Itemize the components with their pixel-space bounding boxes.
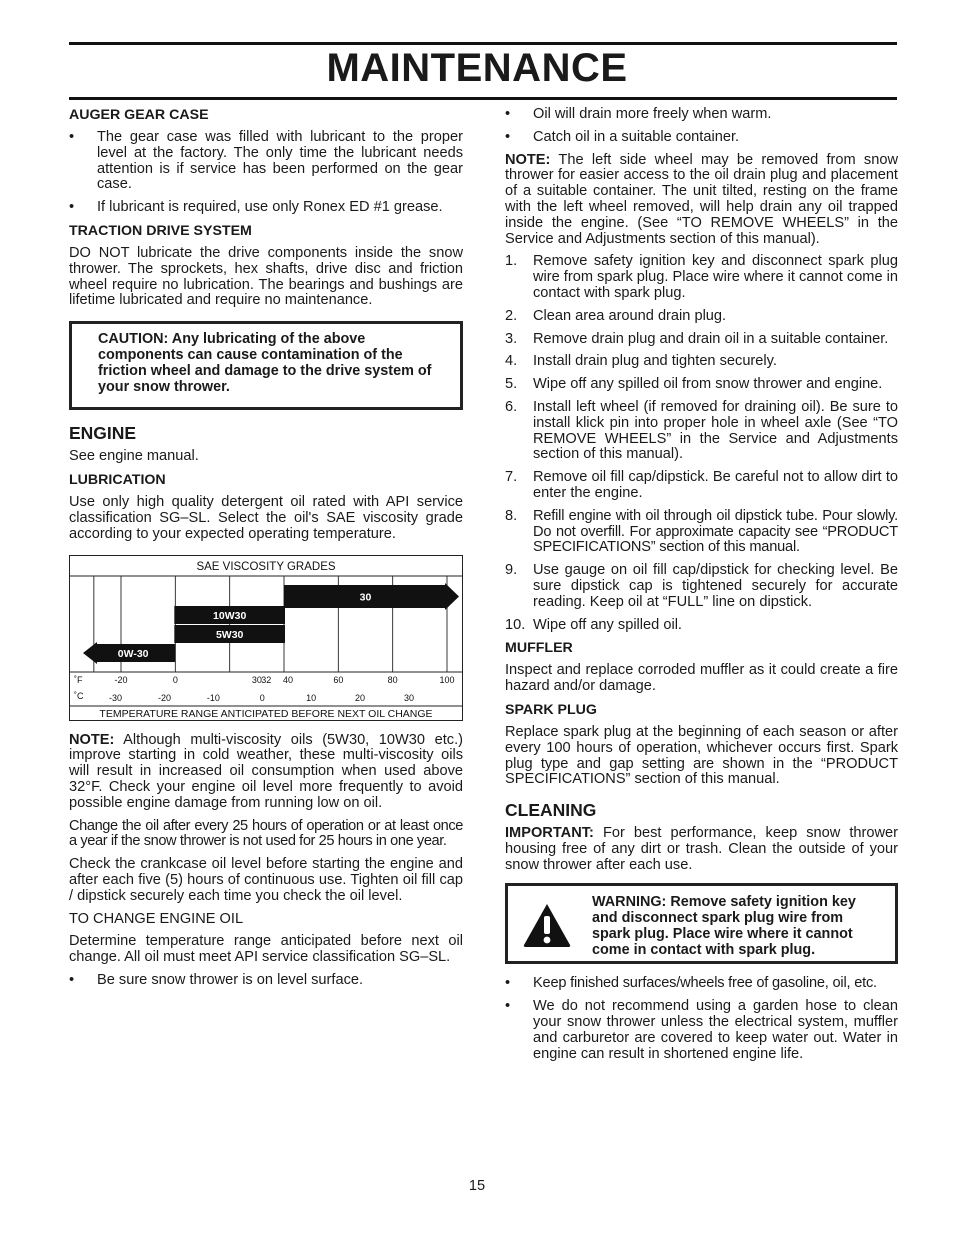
viscosity-chart: [69, 555, 463, 721]
step-item: 1. Remove safety ignition key and disconnect spark plug wire from spark plug. Place wire where it cannot come in contact with spark plug.: [505, 253, 898, 301]
list-item: • Be sure snow thrower is on level surface.: [69, 971, 364, 988]
auger-heading: AUGER GEAR CASE: [69, 107, 209, 123]
oil-tips: [505, 107, 898, 146]
bar-label-5W30: 5W30: [215, 628, 244, 641]
note-paragraph: [69, 733, 463, 812]
chart-xlabel: TEMPERATURE RANGE ANTICIPATED BEFORE NEXT OIL CHANGE: [99, 707, 433, 720]
warning-text: WARNING: Remove safety ignition key and disconnect spark plug wire from spark plug. Place wire where it cannot come in contact with spark plug.: [592, 894, 856, 958]
oil-change-steps: [505, 254, 898, 633]
note-label: NOTE:: [505, 151, 551, 168]
left-column: [69, 107, 463, 996]
important-paragraph: [505, 826, 898, 873]
caution-box: [69, 321, 463, 410]
list-item: • Catch oil in a suitable container.: [505, 128, 740, 145]
level-bullets: [69, 973, 463, 989]
bar-label-10W30: 10W30: [213, 609, 247, 622]
determine-text: Determine temperature range anticipated before next oil change. All oil must meet API service classification SG–SL.: [69, 933, 463, 966]
list-item: • The gear case was filled with lubricant to the proper level at the factory. The only time the lubricant needs attention is if service has been performed on the gear case.: [69, 129, 463, 193]
caution-text: CAUTION: Any lubricating of the above components can cause contamination of the friction wheel and damage to the drive system of your snow thrower.: [98, 331, 432, 395]
auger-bullets: [69, 130, 463, 216]
c-tick-label: -10: [206, 692, 220, 703]
note-text: Although multi-viscosity oils (5W30, 10W30 etc.) improve starting in cold weather, these multi-viscosity oils will result in increased oil consumption when used above 32°F. Check your engine oil level more frequently to avoid possible engine damage from running low on oil.: [69, 731, 463, 811]
viscosity-chart-svg: [69, 555, 463, 721]
list-item: • If lubricant is required, use only Ronex ED #1 grease.: [69, 199, 443, 216]
step-item: 6. Install left wheel (if removed for draining oil). Be sure to install klick pin into proper hole in wheel axle (See “TO REMOVE WHEELS” in the Service and Adjustments section of this manual).: [505, 398, 898, 463]
f-tick-label: 100: [439, 674, 455, 685]
list-item: • Oil will drain more freely when warm.: [505, 106, 772, 122]
step-item: 3. Remove drain plug and drain oil in a suitable container.: [505, 330, 889, 347]
spark-heading: SPARK PLUG: [505, 701, 597, 718]
c-tick-label: 20: [355, 692, 366, 703]
f-tick-label: 0: [172, 674, 178, 685]
bar-label-0W-30: 0W-30: [117, 647, 149, 660]
f-axis-label: ˚F: [74, 674, 83, 685]
step-item: 5. Wipe off any spilled oil from snow thrower and engine.: [505, 376, 883, 393]
c-tick-label: -20: [157, 692, 171, 703]
list-item: • We do not recommend using a garden hose to clean your snow thrower unless the electrical system, muffler and carburetor are covered to keep water out. Water in engine can result in shortened engine life.: [505, 998, 898, 1062]
step-item: 4. Install drain plug and tighten securely.: [505, 353, 777, 370]
right-column: [505, 107, 898, 1069]
muffler-text: Inspect and replace corroded muffler as it could create a fire hazard and/or damage.: [505, 662, 898, 695]
note-text: The left side wheel may be removed from snow thrower for easier access to the oil drain plug and placement of a suitable container. The unit tilted, resting on the frame with the left wheel removed, will help drain any oil trapped inside the engine. (See “TO REMOVE WHEELS” in the Service and Adjustments section of this manual).: [505, 151, 898, 247]
c-tick-label: 30: [403, 692, 414, 703]
cleaning-heading: CLEANING: [505, 800, 597, 821]
important-label: IMPORTANT:: [505, 825, 594, 842]
bar-30: [284, 583, 459, 610]
note-label: NOTE:: [69, 731, 115, 748]
step-item: 2. Clean area around drain plug.: [505, 307, 727, 324]
bar-label-30: 30: [359, 591, 372, 604]
f-tick-label: 30: [251, 674, 262, 685]
c-tick-label: 0: [259, 692, 265, 703]
step-item: 9. Use gauge on oil fill cap/dipstick for checking level. Be sure dipstick cap is tightened securely for accurate reading. Keep oil at “FULL” line on dipstick.: [505, 562, 898, 610]
list-item: • Keep finished surfaces/wheels free of gasoline, oil, etc.: [505, 975, 877, 992]
change-text: Change the oil after every 25 hours of operation or at least once a year if the snow thrower is not used for 25 hours in one year.: [69, 817, 463, 850]
cleaning-bullets: [505, 976, 898, 1062]
spark-text: Replace spark plug at the beginning of each season or after every 100 hours of operation, whichever occurs first. Spark plug type and gap setting are shown in the “PRODUCT SPECIFICATIONS” section of this manual.: [505, 723, 898, 788]
page-title: MAINTENANCE: [326, 46, 628, 90]
traction-text: DO NOT lubricate the drive components inside the snow thrower. The sprockets, hex shafts, drive disc and friction wheel require no lubrication. The bearings and bushings are lifetime lubricated and require no maintenance.: [69, 244, 463, 309]
f-tick-label: -20: [114, 674, 128, 685]
warning-triangle-icon: [522, 902, 572, 948]
right-note: [505, 153, 898, 248]
step-item: 8. Refill engine with oil through oil dipstick tube. Pour slowly. Do not overfill. For approximate capacity see “PRODUCT SPECIFICATIONS” section of this manual.: [505, 507, 898, 556]
to-change-heading: TO CHANGE ENGINE OIL: [69, 910, 244, 927]
f-tick-label: 40: [282, 674, 294, 685]
important-text: For best performance, keep snow thrower housing free of any dirt or trash. Clean the outside of your snow thrower after each use.: [505, 825, 898, 873]
lubrication-heading: LUBRICATION: [69, 472, 166, 489]
engine-text: See engine manual.: [69, 448, 199, 465]
lubrication-text: Use only high quality detergent oil rated with API service classification SG–SL. Select the oil's SAE viscosity grade according to your expected operating temperature.: [69, 494, 463, 542]
f-tick-label: 32: [261, 674, 272, 685]
f-tick-label: 80: [387, 674, 398, 685]
chart-title: SAE VISCOSITY GRADES: [196, 560, 336, 573]
engine-heading: ENGINE: [69, 423, 137, 444]
step-item: 10. Wipe off any spilled oil.: [505, 616, 682, 633]
top-rule: [69, 42, 897, 45]
page-number: 15: [468, 1178, 486, 1194]
f-tick-label: 60: [333, 674, 344, 685]
title-underline: [69, 97, 897, 100]
traction-heading: TRACTION DRIVE SYSTEM: [69, 222, 252, 239]
warning-box: [505, 883, 898, 964]
muffler-heading: MUFFLER: [505, 640, 573, 657]
c-axis-label: ˚C: [74, 690, 84, 701]
check-text: Check the crankcase oil level before starting the engine and after each five (5) hours of continuous use. Tighten oil fill cap / dipstick securely each time you check the oil level.: [69, 856, 463, 904]
c-tick-label: 10: [306, 692, 317, 703]
c-tick-label: -30: [109, 692, 123, 703]
step-item: 7. Remove oil fill cap/dipstick. Be careful not to allow dirt to enter the engine.: [505, 469, 898, 501]
